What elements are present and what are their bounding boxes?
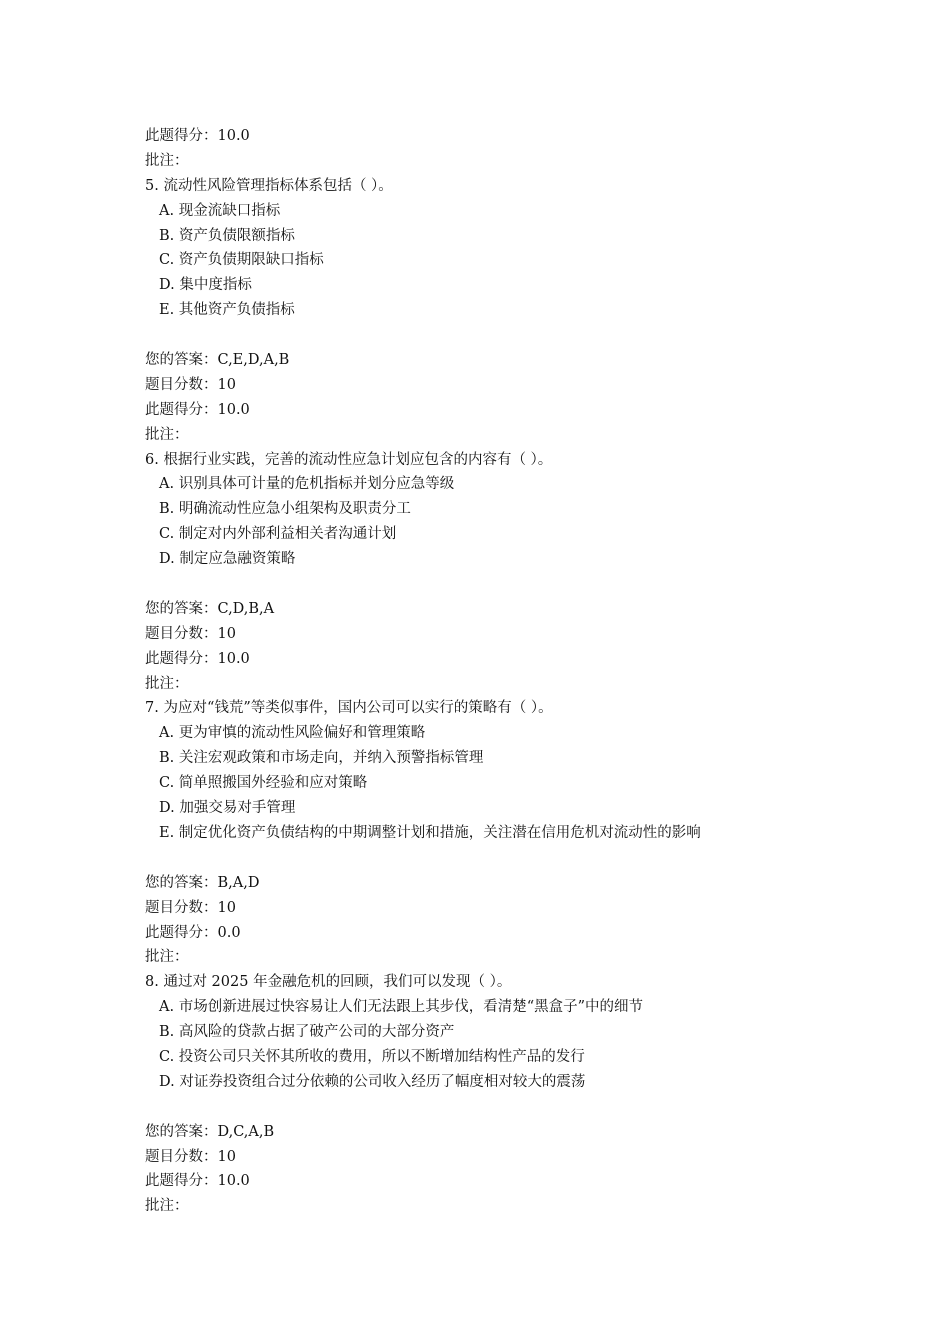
option-c: C. 制定对内外部利益相关者沟通计划 (159, 526, 397, 543)
your-answer-line (145, 597, 905, 622)
question-score-value: 10 (217, 625, 236, 642)
question-stem: 7. 为应对“钱荒”等类似事件，国内公司可以实行的策略有（ ）。 (145, 700, 553, 717)
question-block (145, 696, 905, 970)
question-score-label: 题目分数： (145, 1148, 218, 1165)
your-answer-line (145, 871, 905, 896)
option-d: D. 集中度指标 (159, 277, 252, 294)
question-stem: 6. 根据行业实践，完善的流动性应急计划应包含的内容有（ ）。 (145, 451, 553, 468)
earned-score-label: 此题得分： (145, 924, 218, 941)
question-block (145, 174, 905, 448)
option-a: A. 现金流缺口指标 (159, 202, 281, 219)
question-score-label: 题目分数： (145, 625, 218, 642)
earned-score-label: 此题得分： (145, 650, 218, 667)
question-score-line (145, 896, 905, 921)
option-a: A. 识别具体可计量的危机指标并划分应急等级 (159, 476, 455, 493)
your-answer-value: B,A,D (217, 874, 260, 891)
option-b: B. 明确流动性应急小组架构及职责分工 (159, 501, 411, 518)
your-answer-label: 您的答案： (145, 352, 218, 369)
your-answer-label: 您的答案： (145, 1123, 218, 1140)
question-score-label: 题目分数： (145, 376, 218, 393)
question-score-line (145, 622, 905, 647)
option-d: D. 加强交易对手管理 (159, 800, 296, 817)
earned-score-line (145, 124, 905, 149)
option-b: B. 关注宏观政策和市场走向，并纳入预警指标管理 (159, 750, 484, 767)
option-b: B. 资产负债限额指标 (159, 227, 295, 244)
comment-line: 批注： (145, 1198, 189, 1215)
your-answer-line (145, 1120, 905, 1145)
earned-score-label: 此题得分： (145, 401, 218, 418)
earned-score-value: 10.0 (217, 401, 250, 418)
earned-score-value: 10.0 (217, 128, 250, 144)
your-answer-value: C,D,B,A (217, 600, 275, 617)
question-block (145, 448, 905, 697)
question-score-value: 10 (217, 376, 236, 393)
earned-score-value: 0.0 (217, 924, 241, 941)
comment-line: 批注： (145, 949, 189, 966)
option-b: B. 高风险的贷款占据了破产公司的大部分资产 (159, 1024, 455, 1041)
your-answer-label: 您的答案： (145, 874, 218, 891)
earned-score-label: 此题得分： (145, 128, 218, 144)
earned-score-label: 此题得分： (145, 1173, 218, 1190)
option-e: E. 其他资产负债指标 (159, 302, 295, 319)
question-score-line (145, 373, 905, 398)
question-score-value: 10 (217, 1148, 236, 1165)
question-score-label: 题目分数： (145, 899, 218, 916)
option-c: C. 资产负债期限缺口指标 (159, 252, 324, 269)
option-a: A. 更为审慎的流动性风险偏好和管理策略 (159, 725, 426, 742)
comment-line: 批注： (145, 426, 189, 443)
your-answer-line (145, 348, 905, 373)
question-score-line (145, 1145, 905, 1170)
earned-score-line (145, 1169, 905, 1194)
earned-score-value: 10.0 (217, 1173, 250, 1190)
option-c: C. 投资公司只关怀其所收的费用，所以不断增加结构性产品的发行 (159, 1048, 585, 1065)
earned-score-line (145, 398, 905, 423)
option-e: E. 制定优化资产负债结构的中期调整计划和措施，关注潜在信用危机对流动性的影响 (159, 824, 701, 841)
your-answer-value: D,C,A,B (217, 1123, 275, 1140)
option-d: D. 制定应急融资策略 (159, 551, 296, 568)
earned-score-line (145, 921, 905, 946)
question-score-value: 10 (217, 899, 236, 916)
earned-score-value: 10.0 (217, 650, 250, 667)
your-answer-value: C,E,D,A,B (217, 352, 290, 369)
exam-result-page (145, 124, 905, 1219)
comment-line: 批注： (145, 675, 189, 692)
your-answer-label: 您的答案： (145, 600, 218, 617)
question-stem: 8. 通过对 2025 年金融危机的回顾，我们可以发现（ ）。 (145, 974, 512, 991)
option-a: A. 市场创新进展过快容易让人们无法跟上其步伐，看清楚“黑盒子”中的细节 (159, 999, 644, 1016)
question-block (145, 970, 905, 1219)
earned-score-line (145, 647, 905, 672)
comment-line: 批注： (145, 152, 189, 169)
question-stem: 5. 流动性风险管理指标体系包括（ ）。 (145, 177, 393, 194)
option-d: D. 对证券投资组合过分依赖的公司收入经历了幅度相对较大的震荡 (159, 1073, 586, 1090)
option-c: C. 简单照搬国外经验和应对策略 (159, 775, 368, 792)
